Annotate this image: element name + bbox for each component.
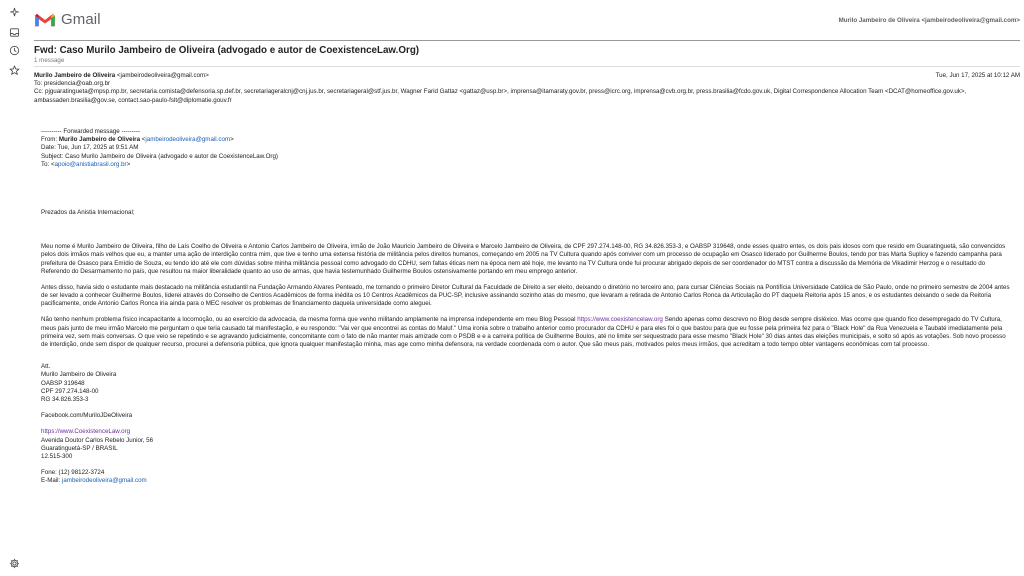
paragraph-1: Meu nome é Murilo Jambeiro de Oliveira, filho de Laís Coelho de Oliveira e Antonio Carlos Jambeiro de Oliveira, irmão de João Mauricio Jambeiro de Oliveira e Marcelo Jambeiro de Oliveira, de CPF 297.274.148-00, RG 34.826.353-3, e OABSP 319648, onde esses quatro entes, os dois pais idosos com que resido em Guaratinguetá, são convencidos pelos dois irmãos mais velhos que eu, a manter uma ação de interdição contra mim, que tive e tenho uma extensa história de militância pelos direitos humanos, começando em 2005 na TV Cultura quando após conviver com um processo de ocupação em Osasco liderado por Guilherme Boulos, tendo por tras Marta Suplicy e fazendo campanha para prefeitura de Osasco para Emídio de Souza, eu tendo ido até ele com dúvidas sobre minha militância pessoal como advogado do CDHU, sem faltas éticas nem na época nem até hoje, me levanto na TV Cultura onde fui procurar abrigado depois de ser coordenador do MTST contra a discussão da Memória de Vikadimir Herzog e o resultado do Referendo do Desarmamento no país, que resultou na maior liberalidade quanto ao uso de armas, que havia testemunhado Guilherme Boulos ostensivamente portando em meu emprego anterior. [41,243,1006,275]
forwarded-to [41,161,1013,169]
forwarded-to-label: To: < [41,160,55,168]
message-date: Tue, Jun 17, 2025 at 10:12 AM [935,72,1020,79]
forwarded-to-email-link[interactable]: apoio@anistiabrasil.org.br [54,160,127,168]
sender-email: <jambeirodeoliveira@gmail.com> [116,72,209,79]
inbox-icon[interactable] [9,27,20,38]
sig-site-link[interactable]: https://www.CoexistenceLaw.org [41,428,131,436]
subject-divider [34,66,1020,67]
message-body [41,128,1013,485]
sig-email-label: E-Mail: [41,477,62,485]
forwarded-block [41,128,1013,169]
gmail-header [32,8,1020,40]
paragraph-2: Antes disso, havia sido o estudante mais destacado na militância estudantil na Fundação Armando Alvares Penteado, me tornando o primeiro Diretor Cultural da Faculdade de Direito a ser eleito, deixando o diretório no terceiro ano, para cursar Ciências Sociais na Pontifícia Universidade Católica de São Paulo, onde no primeiro semestre de 2004 antes de ser levado a conhecer Guilherme Boulos, liderei através do Conselho de Centros Acadêmicos de forma inédita os 10 Centros Acadêmicos da PUC-SP, inclusive assinando sozinho atas do mesmo, que levaram a retirada de Antonio Carlos Ronca da Articulação do PT daquela Reitoria após 15 anos, e os estudantes deixando o sede da Reitoria pacificamente, onde Antonio Carlos Ronca iria ainda para o MEC resolver os problemas de financiamento daquela universidade como aleguei. [41,283,1010,308]
forwarded-from-gt: > [230,136,234,144]
paragraph-3-start: Não tenho nenhum problema físico incapacitante a locomoção, ou ao exercício da advocacia, da mesma forma que venho militando amplamente na imprensa independente em meu Blog Pessoal [41,316,578,324]
forwarded-from [41,136,1013,144]
sig-address-1: Avenida Doutor Carlos Rebelo Junior, 56 [41,436,154,444]
header-divider [34,40,1020,41]
forwarded-from-email-link[interactable]: jambeirodeoliveira@gmail.com [145,136,231,144]
forwarded-date: Date: Tue, Jun 17, 2025 at 9:51 AM [41,144,139,152]
signature [41,363,1013,485]
gmail-wordmark: Gmail [61,11,101,29]
forwarded-subject: Subject: Caso Murilo Jambeiro de Oliveira (advogado e autor de CoexistenceLaw.Org) [41,152,278,160]
gear-icon[interactable] [9,558,20,569]
sender-name: Murilo Jambeiro de Oliveira [34,72,116,79]
forwarded-header: ---------- Forwarded message --------- [41,128,140,135]
gmail-m-icon [34,12,56,28]
cc-line: Cc: pjguaratingueta@mpsp.mp.br, secretaria.comista@defensoria.sp.def.br, secretariageralcnj@cnj.jus.br, secretariageral@stf.jus.br, Wagner Farid Gattaz <gattaz@usp.br>, imprensa@itamaraty.gov.br, press@icrc.org, imprensa@cvb.org.br, press.brasilia@fcdo.gov.uk, Digital Correspondence Allocation Team <DCAT@homeoffice.gov.uk>, ambassaden.brasilia@gov.se, contact.sao-paulo-fslt@diplomatie.gouv.fr [34,88,967,104]
blog-link[interactable]: https://www.coexistencelaw.org [577,316,663,324]
sig-att: Att. [41,363,51,371]
left-rail [0,0,28,576]
sig-phone: Fone: (12) 98122-3724 [41,469,105,477]
sig-name: Murilo Jambeiro de Oliveira [41,371,117,379]
forwarded-from-name: Murilo Jambeiro de Oliveira [58,136,141,144]
sig-email [41,477,1013,485]
sig-facebook: Facebook.com/MuriloJDeOliveira [41,412,133,420]
account-label: Murilo Jambeiro de Oliveira <jambeirodeoliveira@gmail.com> [838,17,1020,24]
star-icon[interactable] [9,65,20,76]
sig-oab: OABSP 319648 [41,379,85,387]
paragraph-3-end: Sendo apenas como descrevo no Blog desde sempre disléxico. Mas ocorre que quando fico desempregado do TV Cultura, meus pais junto de meu irmão Marcelo me perguntam o que teria causado tal manifestação, e eu respondo: "Vai ver que encontrei as contas do Maluf." Uma ironia sobre o trabalho anterior como procurador da CDHU e para eles foi o que bastou para que eu fosse pela primeira fez para o "Black Hole" da Rua Venezuela e Taubaté imediatamente pela primeira vez, sem mais conversas. O que veio se repetindo e se agravando judicialmente, concomitante com o fato de não manter mais amizade com o PSDB e e a carreira política de Guilherme Boulos, até no limite ser sequestrado para esse mesmo "Black Hole" 30 dias antes das eleições municipais, e solto só após as votações. Sob novo processo de interdição, onde sem dispor de qualquer recurso, procurei a defensoria pública, que ignora qualquer manifestação minha, mas age como minha defensora, na verdade coordenada com o autor. Que são meus pais, motivados pelos meus irmãos, que acreditam a todo tempo obter vantagens econômicas com tal processo. [41,316,1006,348]
paragraph-3 [41,316,1013,349]
gmail-logo[interactable] [34,11,101,29]
forwarded-from-label: From: [41,136,59,144]
sig-address-3: 12.515-300 [41,452,73,460]
sig-rg: RG 34.826.353-3 [41,395,89,403]
thread-subject: Fwd: Caso Murilo Jambeiro de Oliveira (advogado e autor de CoexistenceLaw.Org) [34,45,420,56]
to-line: To: presidencia@oab.org.br [34,80,111,88]
sparkle-icon[interactable] [9,7,20,18]
forwarded-to-suffix: > [126,160,131,168]
message-header [34,72,1020,105]
forwarded-from-lt: < [140,136,146,144]
clock-icon[interactable] [9,45,20,56]
sender-line [34,72,1020,80]
sig-email-link[interactable]: jambeirodeoliveira@gmail.com [61,477,147,485]
sig-cpf: CPF 297.274.148-00 [41,387,99,395]
sig-address-2: Guaratinguetá-SP / BRASIL [41,444,118,452]
greeting: Prezados da Anistia Internacional; [41,208,135,216]
message-count: 1 message [34,57,65,64]
